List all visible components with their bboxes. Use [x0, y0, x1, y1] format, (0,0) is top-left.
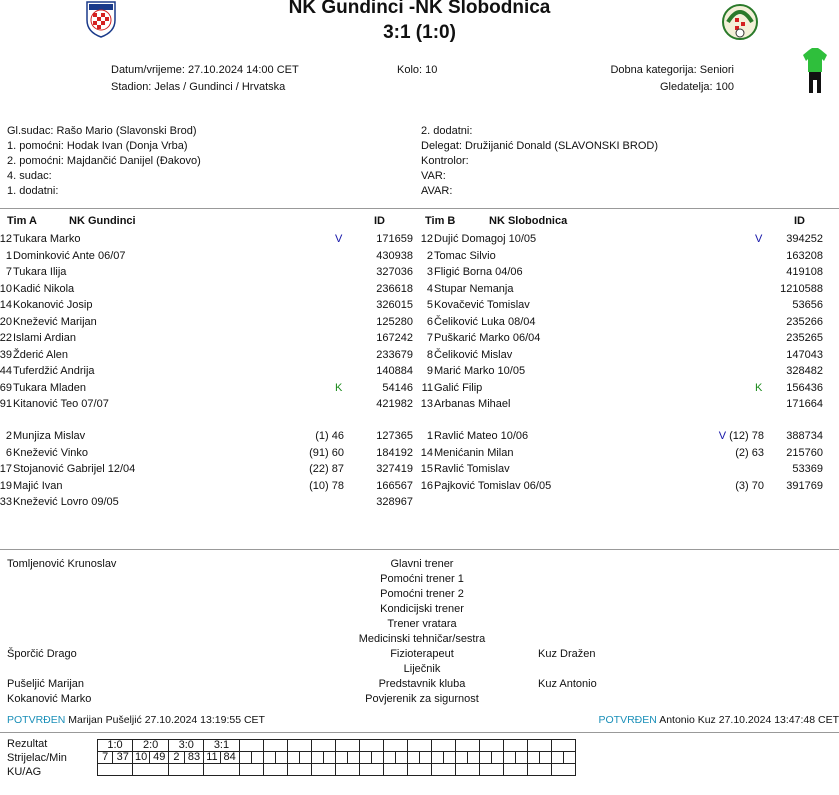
scorer-number-cell [551, 752, 563, 764]
player-number: 9 [426, 365, 433, 377]
player-number: 91 [0, 398, 12, 410]
staff-role: Povjerenik za sigurnost [365, 693, 479, 705]
player-name: Tuferdžić Andrija [13, 365, 95, 377]
scorer-minute-cell: 49 [150, 752, 169, 764]
player-row [0, 363, 839, 379]
result-cell [335, 740, 359, 752]
scorer-label: Strijelac/Min [7, 752, 67, 764]
player-number: 33 [0, 496, 12, 508]
result-cell [359, 740, 383, 752]
sub-row [0, 428, 839, 444]
scorer-minute-cell: 37 [113, 752, 133, 764]
divider [0, 732, 839, 733]
ku-ag-cell [551, 764, 575, 776]
staff-role: Trener vratara [387, 618, 457, 630]
away-physio: Kuz Dražen [538, 648, 596, 660]
player-row [0, 281, 839, 297]
result-cell [527, 740, 551, 752]
player-name: Ravlić Mateo 10/06 [434, 430, 529, 442]
scorer-minute-cell [251, 752, 263, 764]
player-name: Žderić Alen [13, 348, 69, 361]
official-line: Kontrolor: [421, 155, 469, 167]
staff-role: Pomoćni trener 1 [380, 573, 464, 585]
player-name: Marić Marko 10/05 [434, 365, 526, 377]
player-row [0, 347, 839, 363]
scorer-number-cell [359, 752, 371, 764]
scorer-number-cell [407, 752, 419, 764]
result-cell: 3:0 [169, 740, 204, 752]
player-id: 421982 [376, 398, 413, 410]
result-cell [503, 740, 527, 752]
goalkeeper-mark: V [335, 233, 343, 245]
result-cell [455, 740, 479, 752]
away-confirmation [599, 714, 839, 726]
player-number: 16 [420, 479, 433, 492]
result-label: Rezultat [7, 738, 48, 750]
ku-ag-cell [407, 764, 431, 776]
scoring-table [97, 739, 576, 776]
player-name: Ravlić Tomislav [434, 463, 510, 475]
player-number: 14 [0, 299, 12, 311]
player-number: 2 [426, 249, 433, 262]
confirmed-tag: POTVRĐEN [598, 714, 657, 726]
player-row [0, 314, 839, 330]
substitution-info: V (12) 78 [718, 430, 764, 442]
official-line: Gl.sudac: Rašo Mario (Slavonski Brod) [7, 125, 197, 137]
ku-ag-cell [169, 764, 204, 776]
captain-mark: K [335, 381, 343, 394]
ku-ag-cell [263, 764, 287, 776]
sub-row [0, 478, 839, 494]
player-row [0, 248, 839, 264]
staff-role: Medicinski tehničar/sestra [358, 633, 486, 645]
player-id: 166567 [376, 479, 413, 492]
player-number: 22 [0, 332, 12, 344]
ku-ag-cell [455, 764, 479, 776]
scorer-minute-cell [443, 752, 455, 764]
home-club-rep: Pušeljić Marijan [7, 678, 85, 690]
player-name: Tukara Ilija [13, 266, 67, 278]
player-name: Knežević Lovro 09/05 [13, 496, 119, 508]
scorer-number-cell [287, 752, 299, 764]
scorer-number-cell [503, 752, 515, 764]
player-id: 326015 [376, 299, 413, 311]
player-id: 156436 [786, 381, 823, 394]
player-number: 11 [421, 381, 433, 394]
player-id: 233679 [376, 348, 413, 361]
player-name: Knežević Marijan [13, 315, 97, 328]
scorer-minute-cell [299, 752, 311, 764]
player-id: 163208 [786, 249, 823, 262]
jersey-icon [803, 48, 827, 94]
ku-ag-cell [98, 764, 133, 776]
player-name: Puškarić Marko 06/04 [434, 332, 541, 344]
player-row [0, 264, 839, 280]
player-name: Galić Filip [434, 381, 483, 394]
official-line: 1. dodatni: [7, 185, 59, 197]
player-name: Stojanović Gabrijel 12/04 [13, 463, 136, 475]
player-number: 2 [5, 430, 12, 442]
scorer-number-cell: 11 [204, 752, 220, 764]
match-title: NK Gundinci -NK Slobodnica [288, 0, 551, 18]
player-id: 419108 [786, 266, 823, 278]
home-security: Kokanović Marko [7, 693, 92, 705]
player-name: Islami Ardian [13, 332, 76, 344]
player-id: 235265 [786, 332, 823, 344]
player-name: Dominković Ante 06/07 [13, 249, 126, 262]
match-round: Kolo: 10 [397, 64, 438, 76]
result-cell [383, 740, 407, 752]
player-id: 327419 [376, 463, 413, 475]
home-physio: Šporčić Drago [7, 648, 77, 660]
ku-ag-cell [431, 764, 455, 776]
player-number: 5 [426, 299, 433, 311]
player-number: 19 [0, 479, 12, 492]
player-number: 4 [426, 282, 433, 295]
scorer-number-cell: 10 [133, 752, 150, 764]
player-id: 215760 [786, 446, 823, 459]
player-row [0, 380, 839, 396]
player-row [0, 297, 839, 313]
scorer-number-cell [239, 752, 251, 764]
player-number: 6 [426, 315, 433, 328]
result-cell [311, 740, 335, 752]
player-id: 140884 [376, 365, 413, 377]
result-cell [263, 740, 287, 752]
player-name: Menićanin Milan [434, 446, 514, 459]
player-id: 328482 [786, 365, 823, 377]
player-id: 394252 [786, 233, 823, 245]
scorer-number-cell [383, 752, 395, 764]
player-name: Knežević Vinko [13, 446, 89, 459]
player-number: 10 [0, 282, 12, 295]
scoring-row [98, 764, 576, 776]
player-number: 39 [0, 348, 12, 361]
staff-role: Predstavnik kluba [378, 678, 466, 690]
official-line: 1. pomoćni: Hodak Ivan (Donja Vrba) [7, 140, 188, 152]
away-club-rep: Kuz Antonio [538, 678, 597, 690]
result-cell [239, 740, 263, 752]
player-id: 127365 [376, 430, 413, 442]
player-name: Majić Ivan [13, 479, 63, 492]
player-number: 69 [0, 381, 12, 394]
player-number: 44 [0, 365, 12, 377]
player-id: 171664 [786, 398, 823, 410]
player-name: Tomac Silvio [434, 249, 496, 262]
team-b-name: NK Slobodnica [489, 215, 568, 227]
scorer-number-cell: 2 [169, 752, 184, 764]
player-id: 54146 [382, 381, 413, 394]
substitution-info: (91) 60 [309, 446, 344, 459]
ku-ag-cell [239, 764, 263, 776]
player-name: Čeliković Mislav [434, 348, 513, 361]
ku-ag-cell [503, 764, 527, 776]
ku-ag-cell [133, 764, 169, 776]
player-id: 236618 [376, 282, 413, 295]
substitution-info: (22) 87 [309, 463, 344, 475]
result-cell [287, 740, 311, 752]
goalkeeper-mark: V [755, 233, 763, 245]
scorer-minute-cell [275, 752, 287, 764]
substitution-info: (10) 78 [309, 479, 344, 492]
player-id: 171659 [376, 233, 413, 245]
staff-role: Liječnik [403, 663, 441, 675]
result-cell [407, 740, 431, 752]
match-date: Datum/vrijeme: 27.10.2024 14:00 CET [111, 64, 299, 76]
official-line: 4. sudac: [7, 170, 52, 182]
player-number: 3 [426, 266, 433, 278]
player-name: Tukara Marko [13, 233, 81, 245]
scoring-row [98, 740, 576, 752]
player-name: Kovačević Tomislav [434, 299, 530, 311]
player-name: Dujić Domagoj 10/05 [434, 233, 537, 245]
goalkeeper-mark: V [718, 430, 727, 442]
captain-mark: K [755, 381, 763, 394]
player-number: 12 [0, 233, 12, 245]
confirmation-text: Antonio Kuz 27.10.2024 13:47:48 CET [659, 714, 839, 726]
player-id: 391769 [786, 479, 823, 492]
player-name: Stupar Nemanja [434, 282, 514, 295]
ku-ag-cell [359, 764, 383, 776]
confirmation-text: Marijan Pušeljić 27.10.2024 13:19:55 CET [68, 714, 265, 726]
scorer-minute-cell [491, 752, 503, 764]
scorer-minute-cell [515, 752, 527, 764]
confirmed-tag: POTVRĐEN [7, 714, 66, 726]
player-name: Kadić Nikola [13, 282, 75, 295]
player-name: Tukara Mladen [13, 381, 86, 394]
player-number: 6 [5, 446, 12, 459]
player-name: Kokanović Josip [13, 299, 93, 311]
age-category: Dobna kategorija: Seniori [610, 64, 734, 76]
staff-role: Glavni trener [390, 558, 454, 570]
spectators: Gledatelja: 100 [660, 81, 734, 93]
player-number: 14 [420, 446, 433, 459]
scorer-number-cell: 7 [98, 752, 113, 764]
scorer-minute-cell: 84 [220, 752, 239, 764]
team-b-id-header: ID [794, 215, 805, 227]
player-number: 7 [5, 266, 12, 278]
scorer-minute-cell [539, 752, 551, 764]
scorer-number-cell [479, 752, 491, 764]
staff-role: Kondicijski trener [380, 603, 464, 615]
result-cell [551, 740, 575, 752]
divider [0, 549, 839, 550]
sub-row [0, 494, 839, 510]
ku-ag-cell [479, 764, 503, 776]
scorer-minute-cell [347, 752, 359, 764]
match-score: 3:1 (1:0) [383, 22, 456, 43]
player-number: 1 [426, 430, 433, 442]
result-cell: 1:0 [98, 740, 133, 752]
result-cell [431, 740, 455, 752]
player-number: 20 [0, 315, 12, 328]
team-a-name: NK Gundinci [69, 215, 136, 227]
player-number: 17 [0, 463, 12, 475]
ku-ag-cell [204, 764, 239, 776]
home-confirmation [7, 714, 265, 726]
official-line: VAR: [421, 170, 446, 182]
player-number: 1 [5, 249, 12, 262]
substitution-info: (1) 46 [315, 430, 344, 442]
staff-role: Fizioterapeut [390, 648, 454, 660]
match-stadium: Stadion: Jelas / Gundinci / Hrvatska [111, 81, 286, 93]
scorer-minute-cell: 83 [184, 752, 204, 764]
scorer-number-cell [335, 752, 347, 764]
official-line: AVAR: [421, 185, 453, 197]
player-number: 8 [426, 348, 433, 361]
player-row [0, 396, 839, 412]
scorer-number-cell [455, 752, 467, 764]
scorer-number-cell [431, 752, 443, 764]
player-name: Fligić Borna 04/06 [434, 266, 523, 278]
player-id: 125280 [376, 315, 413, 328]
divider [0, 208, 839, 209]
player-id: 388734 [786, 430, 823, 442]
sub-row [0, 461, 839, 477]
player-name: Pajković Tomislav 06/05 [434, 479, 552, 492]
team-a-label: Tim A [7, 215, 37, 227]
player-number: 7 [426, 332, 433, 344]
player-id: 53369 [792, 463, 823, 475]
player-id: 235266 [786, 315, 823, 328]
player-id: 430938 [376, 249, 413, 262]
team-b-label: Tim B [425, 215, 456, 227]
scorer-minute-cell [371, 752, 383, 764]
substitution-info: (2) 63 [735, 446, 764, 459]
player-name: Arbanas Mihael [434, 398, 511, 410]
ku-ag-cell [527, 764, 551, 776]
player-id: 327036 [376, 266, 413, 278]
ku-ag-label: KU/AG [7, 766, 42, 778]
player-id: 53656 [792, 299, 823, 311]
home-head-coach: Tomljenović Krunoslav [7, 558, 117, 570]
player-id: 147043 [786, 348, 823, 361]
official-line: 2. pomoćni: Majdančić Danijel (Đakovo) [7, 155, 201, 167]
ku-ag-cell [311, 764, 335, 776]
scorer-number-cell [311, 752, 323, 764]
staff-role: Pomoćni trener 2 [380, 588, 464, 600]
player-id: 184192 [376, 446, 413, 459]
player-id: 167242 [376, 332, 413, 344]
player-number: 15 [420, 463, 433, 475]
result-cell [479, 740, 503, 752]
scorer-minute-cell [467, 752, 479, 764]
official-line: Delegat: Družijanić Donald (SLAVONSKI BROD) [421, 140, 658, 152]
substitution-info: (3) 70 [735, 479, 764, 492]
player-number: 13 [420, 398, 433, 410]
player-number: 12 [420, 233, 433, 245]
ku-ag-cell [287, 764, 311, 776]
scorer-minute-cell [323, 752, 335, 764]
team-a-id-header: ID [374, 215, 385, 227]
player-row [0, 330, 839, 346]
player-id: 328967 [376, 496, 413, 508]
result-cell: 3:1 [204, 740, 239, 752]
player-name: Kitanović Teo 07/07 [13, 398, 109, 410]
scorer-minute-cell [419, 752, 431, 764]
scorer-minute-cell [395, 752, 407, 764]
sub-row [0, 445, 839, 461]
ku-ag-cell [383, 764, 407, 776]
scorer-minute-cell [563, 752, 575, 764]
scoring-row [98, 752, 576, 764]
scorer-number-cell [263, 752, 275, 764]
result-cell: 2:0 [133, 740, 169, 752]
player-row [0, 231, 839, 247]
player-name: Čeliković Luka 08/04 [434, 315, 536, 328]
scorer-number-cell [527, 752, 539, 764]
player-name: Munjiza Mislav [13, 430, 86, 442]
player-id: 1210588 [780, 282, 823, 295]
official-line: 2. dodatni: [421, 125, 473, 137]
ku-ag-cell [335, 764, 359, 776]
